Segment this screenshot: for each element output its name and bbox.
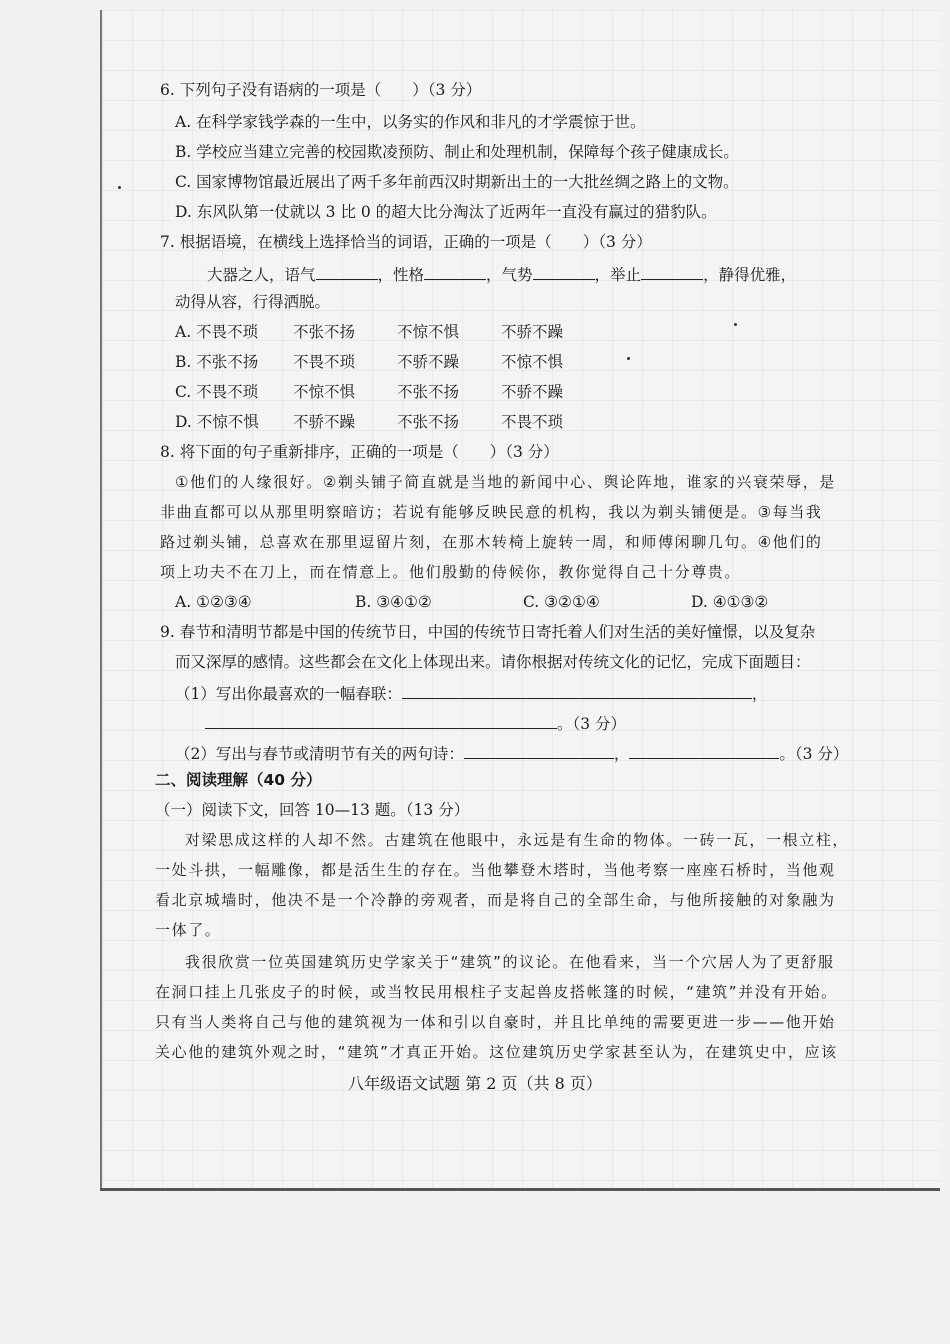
q7-context-part: ，气势 bbox=[486, 266, 533, 284]
q7-option-row-b bbox=[175, 352, 601, 372]
q9-score: 。（3 分） bbox=[557, 715, 627, 733]
scan-speck bbox=[627, 357, 630, 360]
q9-comma: ， bbox=[751, 685, 768, 703]
passage-line: 对梁思成这样的人却不然。古建筑在他眼中，永远是有生命的物体。一砖一瓦，一根立柱， bbox=[185, 831, 850, 849]
q7-cell: 不张不扬 bbox=[397, 413, 460, 431]
q9-sub1 bbox=[175, 682, 767, 704]
page-footer: 八年级语文试题 第 2 页（共 8 页） bbox=[348, 1074, 602, 1093]
q9-intro-line: 而又深厚的感情。这些都会在文化上体现出来。请你根据对传统文化的记忆，完成下面题目： bbox=[175, 653, 811, 671]
passage-line: 关心他的建筑外观之时，“建筑”才真正开始。这位建筑历史学家甚至认为，在建筑史中，应该 bbox=[155, 1043, 838, 1061]
q7-cell: 不畏不琐 bbox=[501, 413, 564, 431]
q7-cell: A. 不畏不琐 bbox=[175, 323, 259, 341]
passage-line: 我很欣赏一位英国建筑历史学家关于“建筑”的议论。在他看来，当一个穴居人为了更舒服 bbox=[185, 953, 835, 971]
q8-option-b: B. ③④①② bbox=[355, 593, 432, 611]
section-part-one: （一）阅读下文，回答 10—13 题。（13 分） bbox=[155, 801, 470, 819]
q9-sub2-label: （2）写出与春节或清明节有关的两句诗： bbox=[175, 745, 464, 763]
q7-blank-2[interactable] bbox=[424, 263, 486, 280]
q7-cell: 不骄不躁 bbox=[501, 323, 564, 341]
page-bottom-rule bbox=[100, 1188, 940, 1191]
passage-line: 一处斗拱，一幅雕像，都是活生生的存在。当他攀登木塔时，当他考察一座座石桥时，当他观 bbox=[155, 861, 836, 879]
poem-line-2-field[interactable] bbox=[629, 742, 779, 759]
q8-option-d: D. ④①③② bbox=[691, 593, 769, 611]
passage-line: 只有当人类将自己与他的建筑视为一体和引以自豪时，并且比单纯的需要更进一步——他开始 bbox=[155, 1013, 836, 1031]
q6-option-d: D. 东风队第一仗就以 3 比 0 的超大比分淘汰了近两年一直没有赢过的猎豹队。 bbox=[175, 203, 717, 221]
section-title-reading: 二、阅读理解（40 分） bbox=[155, 771, 322, 789]
scan-speck bbox=[734, 323, 737, 326]
q6-option-a: A. 在科学家钱学森的一生中，以务实的作风和非凡的才学震惊于世。 bbox=[175, 113, 646, 131]
q7-stem: 7. 根据语境，在横线上选择恰当的词语，正确的一项是（ ）（3 分） bbox=[160, 233, 652, 251]
q7-cell: 不惊不惧 bbox=[397, 323, 460, 341]
q7-cell: 不骄不躁 bbox=[501, 383, 564, 401]
q6-option-b: B. 学校应当建立完善的校园欺凌预防、制止和处理机制，保障每个孩子健康成长。 bbox=[175, 143, 739, 161]
q8-stem: 8. 将下面的句子重新排序，正确的一项是（ ）（3 分） bbox=[160, 443, 559, 461]
q7-context-line2: 动得从容，行得洒脱。 bbox=[175, 293, 331, 311]
q9-sub2 bbox=[175, 742, 848, 764]
q7-cell: 不张不扬 bbox=[397, 383, 460, 401]
couplet-line-1-field[interactable] bbox=[402, 682, 752, 699]
q7-blank-3[interactable] bbox=[533, 263, 595, 280]
q8-option-c: C. ③②①④ bbox=[523, 593, 600, 611]
q7-context-part: ，性格 bbox=[377, 266, 425, 284]
q7-blank-4[interactable] bbox=[641, 263, 703, 280]
q8-passage-line: 路过剃头铺，总喜欢在那里逗留片刻，在那木转椅上旋转一周，和师傅闲聊几句。④他们的 bbox=[160, 533, 823, 551]
q7-option-row-c bbox=[175, 382, 601, 402]
q7-option-row-a bbox=[175, 322, 601, 342]
q6-option-c: C. 国家博物馆最近展出了两千多年前西汉时期新出土的一大批丝绸之路上的文物。 bbox=[175, 173, 739, 191]
q7-cell: 不惊不惧 bbox=[501, 353, 564, 371]
q8-passage-line: ①他们的人缘很好。②剃头铺子简直就是当地的新闻中心、舆论阵地，谁家的兴衰荣辱，是 bbox=[175, 473, 836, 491]
q7-cell: 不骄不躁 bbox=[397, 353, 460, 371]
q7-cell: C. 不畏不琐 bbox=[175, 383, 259, 401]
q7-cell: 不惊不惧 bbox=[293, 383, 356, 401]
q9-score: 。（3 分） bbox=[779, 745, 849, 763]
q7-cell: D. 不惊不惧 bbox=[175, 413, 259, 431]
q7-cell: 不张不扬 bbox=[293, 323, 356, 341]
q7-cell: B. 不张不扬 bbox=[175, 353, 259, 371]
q7-context-part: ，举止 bbox=[594, 266, 642, 284]
q7-cell: 不畏不琐 bbox=[293, 353, 356, 371]
couplet-line-2-field[interactable] bbox=[205, 712, 557, 729]
q8-option-a: A. ①②③④ bbox=[175, 593, 252, 611]
q7-context-part: ，静得优雅， bbox=[703, 266, 797, 284]
q6-stem: 6. 下列句子没有语病的一项是（ ）（3 分） bbox=[160, 81, 482, 99]
q7-context-part: 大器之人，语气 bbox=[207, 266, 316, 284]
q9-sub1-cont bbox=[205, 712, 626, 734]
q9-intro-line: 9. 春节和清明节都是中国的传统节日，中国的传统节日寄托着人们对生活的美好憧憬，以及复杂 bbox=[160, 623, 816, 641]
q7-blank-1[interactable] bbox=[316, 263, 378, 280]
q9-sub1-label: （1）写出你最喜欢的一幅春联： bbox=[175, 685, 402, 703]
q9-comma: ， bbox=[613, 745, 630, 763]
passage-line: 在洞口挂上几张皮子的时候，或当牧民用根柱子支起兽皮搭帐篷的时候，“建筑”并没有开始。 bbox=[155, 983, 838, 1001]
q8-passage-line: 项上功夫不在刀上，而在情意上。他们殷勤的侍候你，教你觉得自己十分尊贵。 bbox=[160, 563, 742, 581]
q8-passage-line: 非曲直都可以从那里明察暗访；若说有能够反映民意的机构，我以为剃头铺便是。③每当我 bbox=[160, 503, 823, 521]
q7-option-row-d bbox=[175, 412, 601, 432]
passage-line: 一体了。 bbox=[155, 921, 222, 939]
q7-cell: 不骄不躁 bbox=[293, 413, 356, 431]
scan-speck bbox=[118, 186, 121, 189]
poem-line-1-field[interactable] bbox=[464, 742, 614, 759]
passage-line: 看北京城墙时，他决不是一个冷静的旁观者，而是将自己的全部生命，与他所接触的对象融为 bbox=[155, 891, 836, 909]
q7-context-line1 bbox=[207, 263, 796, 285]
